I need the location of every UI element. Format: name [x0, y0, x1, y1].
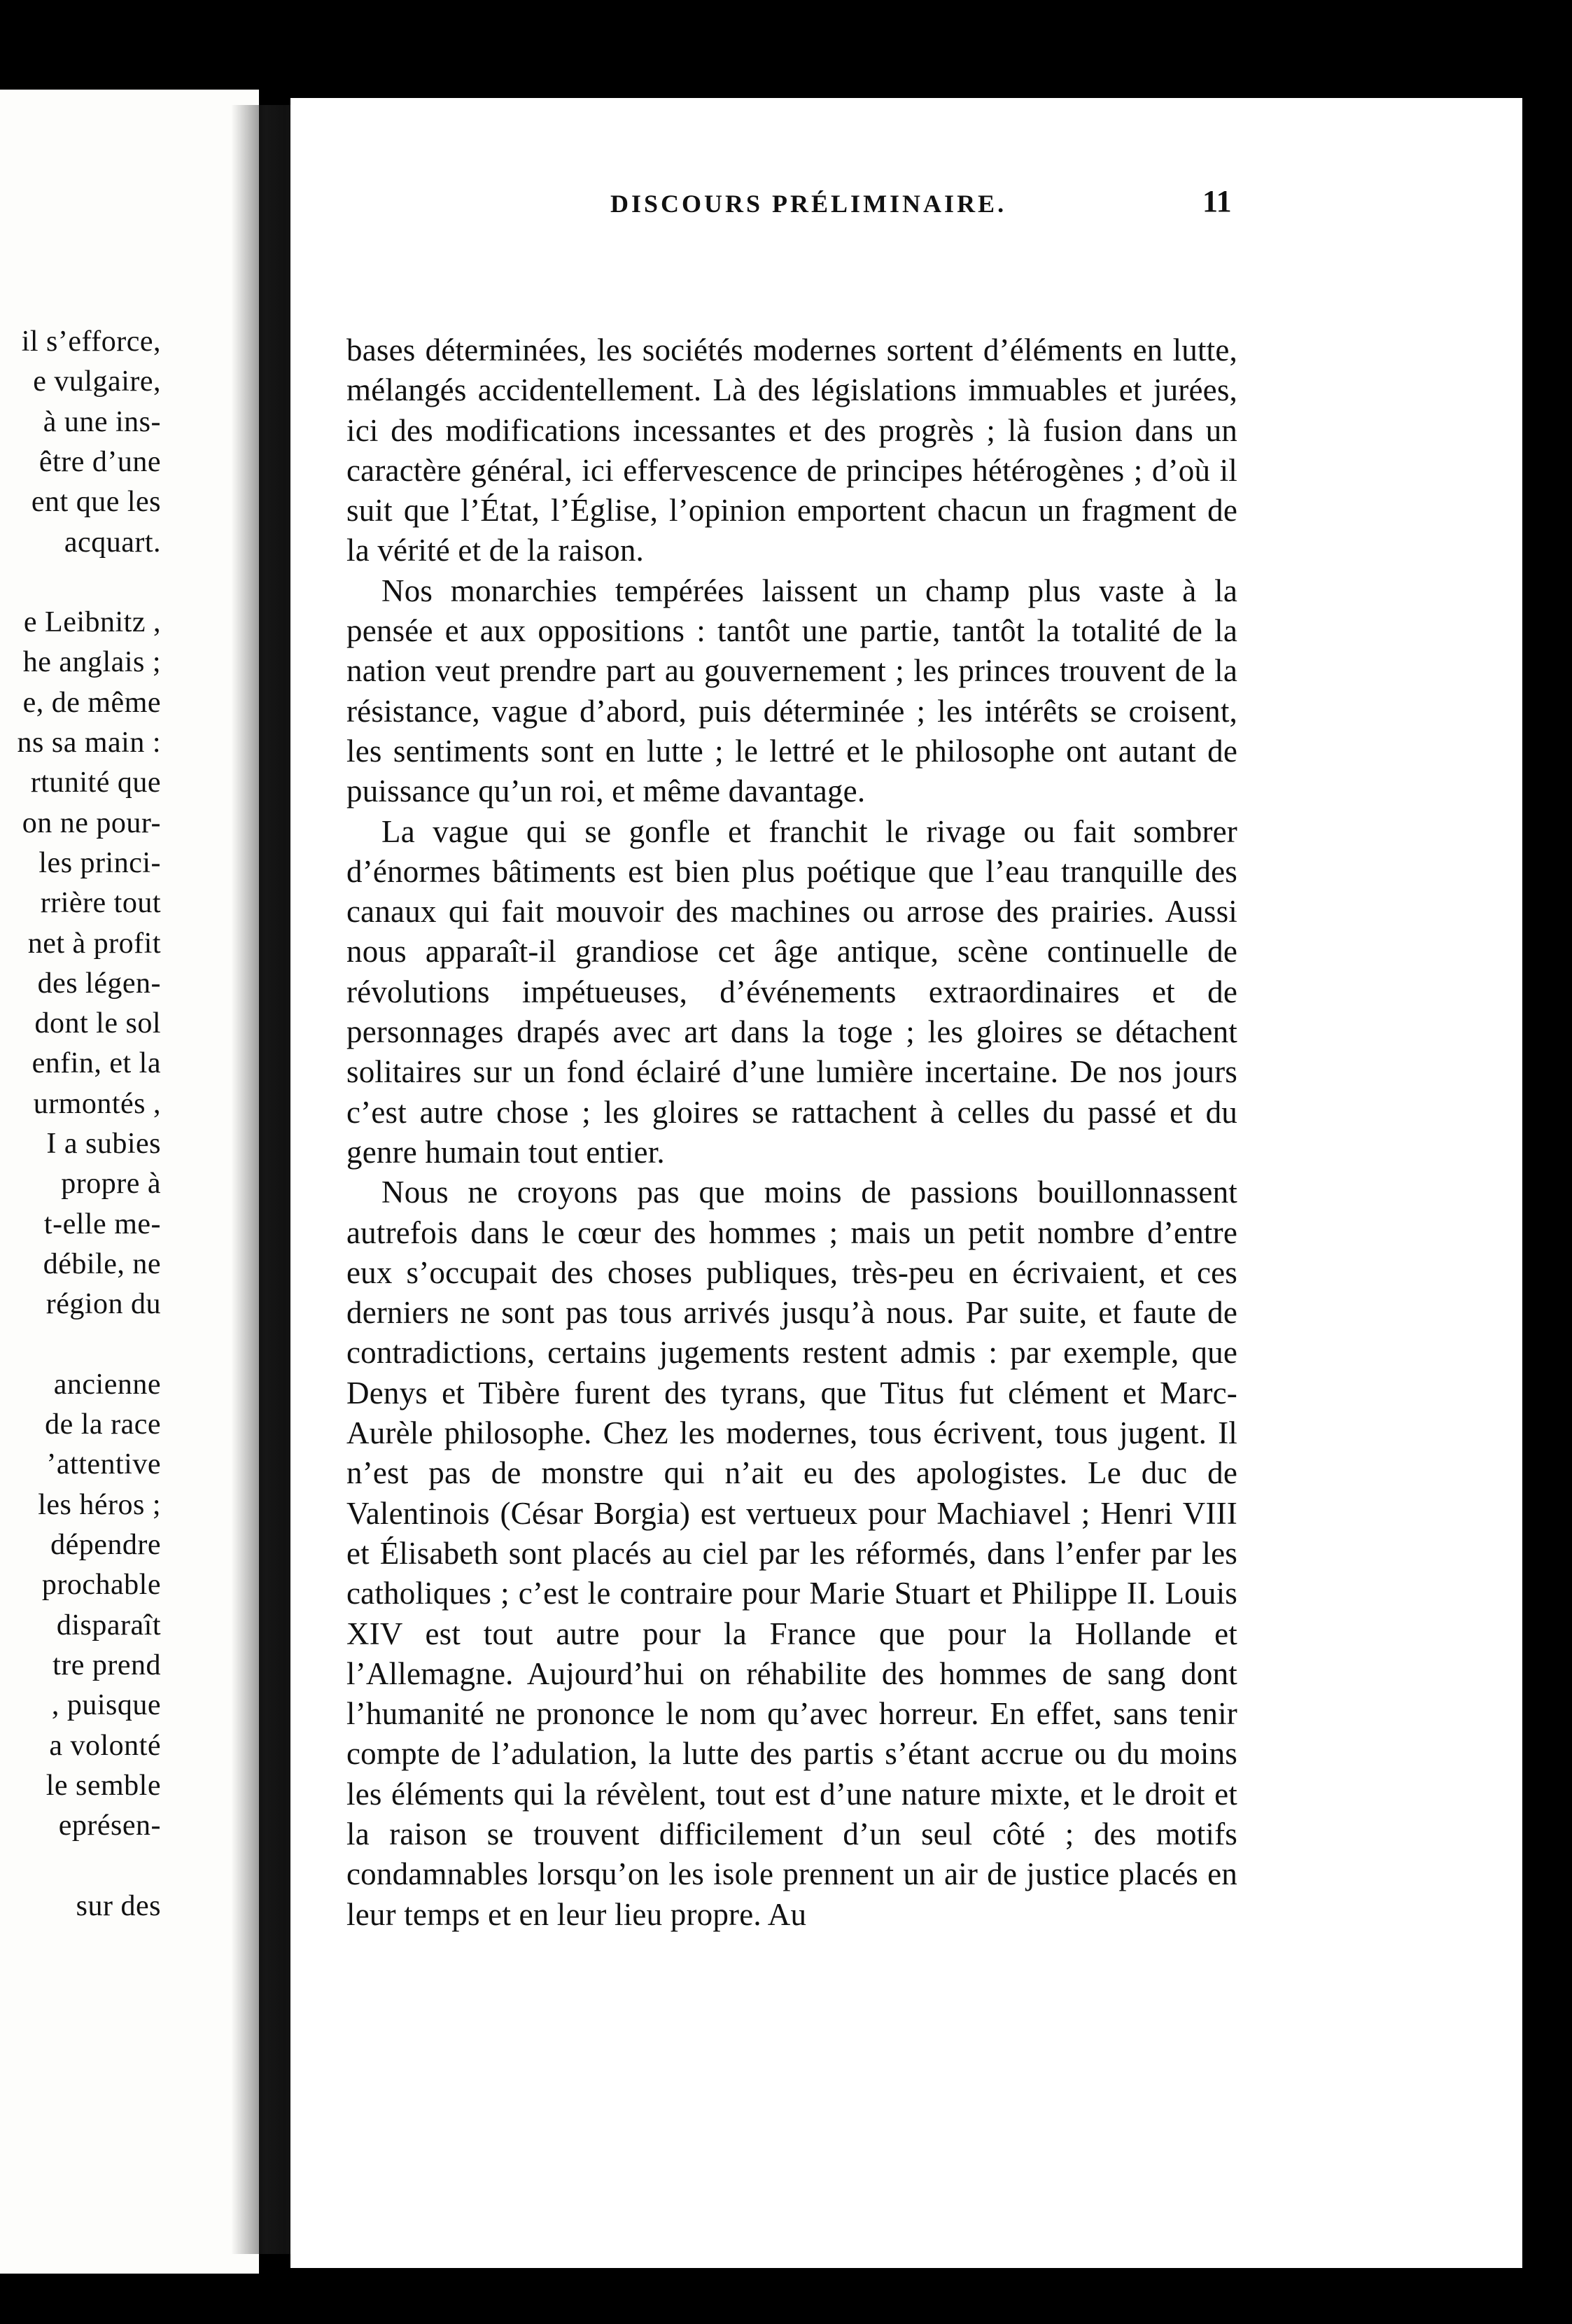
- left-page-line: être d’une: [38, 445, 161, 478]
- left-page-line: prochable: [41, 1569, 161, 1602]
- previous-page-fragment: [0, 90, 259, 2274]
- left-page-line: ent que les: [31, 486, 161, 519]
- left-page-line: ns sa main :: [17, 727, 161, 759]
- left-page-line: des légen-: [37, 967, 161, 1000]
- left-page-line: acquart.: [64, 526, 161, 559]
- left-page-line: eprésen-: [58, 1809, 161, 1842]
- left-page-line: à une ins-: [43, 405, 161, 438]
- paragraph: bases déterminées, les sociétés modernes sortent d’éléments en lutte, mélangés accidentellement. Là des législations immuables et jurées, ici des modifications incessantes et des progrès ; là fusion dans un caractère général, ici effervescence de principes hétérogènes ; d’où il suit que l’État, l’Église, l’opinion emportent chacun un fragment de la vérité et de la raison.: [346, 332, 1237, 568]
- left-page-line: dont le sol: [34, 1007, 161, 1040]
- left-page-line: net à profit: [27, 927, 161, 960]
- left-page-line: rtunité que: [30, 766, 161, 799]
- left-page-line: débile, ne: [43, 1247, 161, 1280]
- body-text: [346, 330, 1237, 1935]
- left-page-line: t-elle me-: [43, 1208, 161, 1240]
- left-page-line: il s’efforce,: [21, 326, 161, 358]
- left-page-line: , puisque: [51, 1689, 161, 1722]
- left-page-line: urmontés ,: [33, 1087, 161, 1120]
- paragraph: Nos monarchies tempérées laissent un champ plus vaste à la pensée et aux oppositions : tantôt une partie, tantôt la totalité de la nation veut prendre part au gouvernement ; les princes trouvent de la résistance, vague d’abord, puis déterminée ; les intérêts se croisent, les sentiments sont en lutte ; le lettré et le philosophe ont autant de puissance qu’un roi, et même davantage.: [346, 573, 1237, 809]
- left-page-line: disparaît: [56, 1609, 161, 1642]
- left-page-line: he anglais ;: [22, 646, 161, 679]
- left-page-line: dépendre: [50, 1529, 161, 1561]
- left-page-line: I a subies: [46, 1128, 161, 1160]
- paragraph: La vague qui se gonfle et franchit le rivage ou fait sombrer d’énormes bâtiments est bien plus poétique que l’eau tranquille des canaux qui fait mouvoir des machines ou arrose des prairies. Aussi nous apparaît-il grandiose cet âge antique, scène continuelle de révolutions impétueuses, d’événements extraordinaires et de personnages drapés avec art dans la toge ; les gloires se détachent solitaires sur un fond éclairé d’une lumière incertaine. De nos jours c’est autre chose ; les gloires se rattachent à celles du passé et du genre humain tout entier.: [346, 813, 1237, 1170]
- left-page-line: les princi-: [38, 846, 161, 879]
- left-page-line: propre à: [61, 1168, 161, 1200]
- left-page-line: ’attentive: [46, 1448, 161, 1481]
- left-page-line: rrière tout: [40, 887, 161, 920]
- left-page-line: sur des: [76, 1889, 161, 1922]
- left-page-line: a volonté: [49, 1729, 161, 1762]
- left-page-line: e Leibnitz ,: [23, 606, 161, 639]
- left-page-line: de la race: [45, 1408, 161, 1441]
- left-page-line: enfin, et la: [31, 1047, 161, 1080]
- running-title: DISCOURS PRÉLIMINAIRE.: [610, 190, 1007, 218]
- paragraph: Nous ne croyons pas que moins de passions bouillonnassent autrefois dans le cœur des hommes ; mais un petit nombre d’entre eux s’occupait des choses publiques, très-peu en écrivaient, et ces derniers ne sont pas tous arrivés jusqu’à nous. Par suite, et faute de contradictions, certains jugements restent admis : par exemple, que Denys et Tibère furent des tyrans, que Titus fut clément et Marc-Aurèle philosophe. Chez les modernes, tous écrivent, tous jugent. Il n’est pas de monstre qui n’ait eu des apologistes. Le duc de Valentinois (César Borgia) est vertueux pour Machiavel ; Henri VIII et Élisabeth sont placés au ciel par les réformés, dans l’enfer par les catholiques ; c’est le contraire pour Marie Stuart et Philippe II. Louis XIV est tout autre pour la France que pour la Hollande et l’Allemagne. Aujourd’hui on réhabilite des hommes de sang dont l’humanité ne prononce le nom qu’avec horreur. En effet, sans tenir compte de l’adulation, la lutte des partis s’étant accrue ou du moins les éléments qui la révèlent, tout est d’une nature mixte, et le droit et la raison se trouvent difficilement d’un seul côté ; des motifs condamnables lorsqu’on les isole prennent un air de justice placés en leur temps et en leur lieu propre. Au: [346, 1175, 1237, 1932]
- left-page-line: ancienne: [53, 1368, 161, 1401]
- left-page-line: on ne pour-: [22, 806, 161, 839]
- left-page-line: e, de même: [22, 686, 161, 719]
- left-page-line: le semble: [45, 1769, 161, 1802]
- left-page-line: tre prend: [52, 1648, 161, 1681]
- left-page-line: les héros ;: [38, 1488, 161, 1521]
- left-page-line: région du: [45, 1288, 161, 1321]
- left-page-line: e vulgaire,: [33, 365, 161, 398]
- page-number: 11: [1202, 184, 1232, 218]
